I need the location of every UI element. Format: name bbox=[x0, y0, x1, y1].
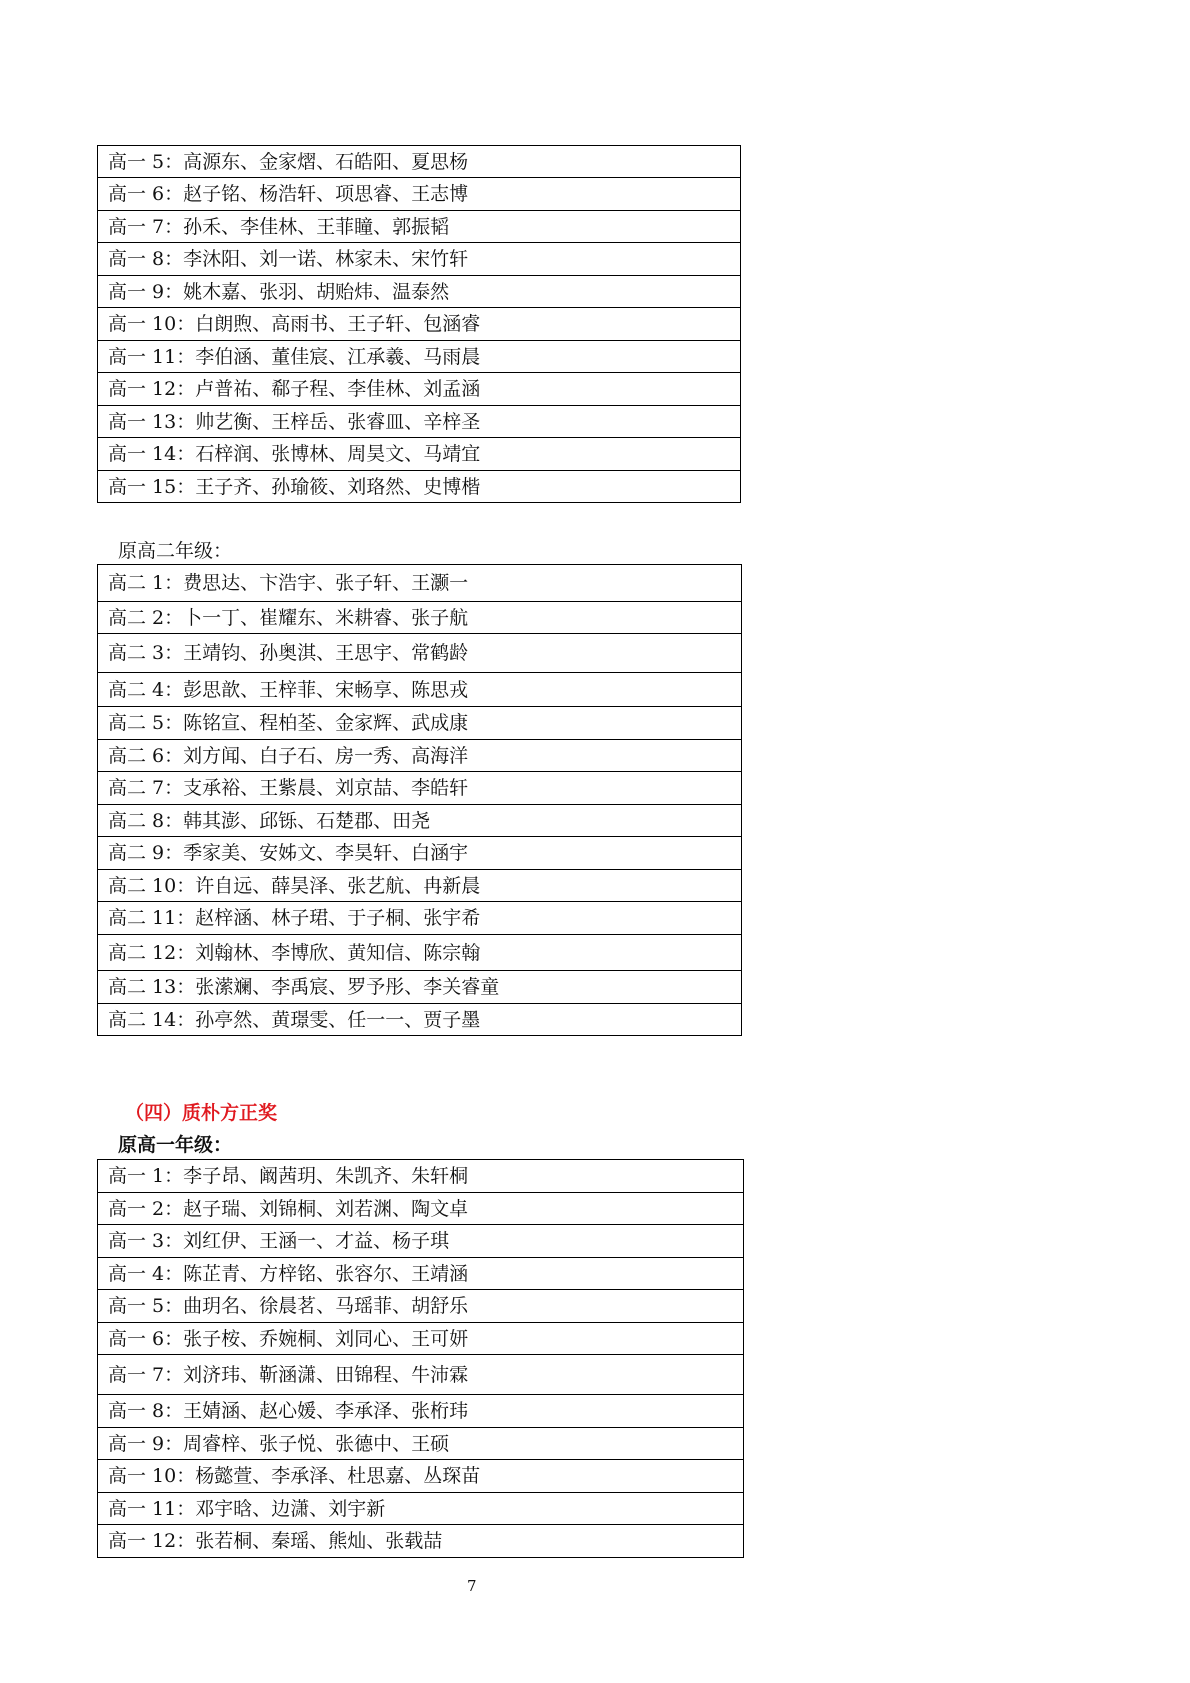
table-cell: 高一 9：姚木嘉、张羽、胡贻炜、温泰然 bbox=[98, 276, 741, 308]
award-table-grade1 bbox=[97, 1159, 744, 1558]
table-cell: 高一 11：李伯涵、董佳宸、江承羲、马雨晨 bbox=[98, 341, 741, 373]
table-row bbox=[98, 602, 742, 634]
table-row bbox=[98, 341, 741, 373]
table-cell: 高一 5：高源东、金家熠、石皓阳、夏思杨 bbox=[98, 146, 741, 178]
table-row bbox=[98, 634, 742, 673]
table-cell: 高一 13：帅艺衡、王梓岳、张睿皿、辛梓圣 bbox=[98, 406, 741, 438]
table-row bbox=[98, 837, 742, 870]
table-cell: 高二 10：许自远、薛昊泽、张艺航、冉新晨 bbox=[98, 870, 742, 902]
table-cell: 高二 4：彭思歆、王梓菲、宋畅享、陈思戎 bbox=[98, 673, 742, 707]
table-row bbox=[98, 1258, 744, 1290]
table-cell: 高一 10：杨懿萱、李承泽、杜思嘉、丛琛苗 bbox=[98, 1460, 744, 1493]
table-row bbox=[98, 373, 741, 406]
table-row bbox=[98, 308, 741, 341]
table-cell: 高一 3：刘红伊、王涵一、才益、杨子琪 bbox=[98, 1225, 744, 1258]
table-cell: 高二 7：支承裕、王紫晨、刘京喆、李皓轩 bbox=[98, 772, 742, 805]
table-cell: 高一 4：陈芷青、方梓铭、张容尔、王靖涵 bbox=[98, 1258, 744, 1290]
table-cell: 高一 9：周睿梓、张子悦、张德中、王硕 bbox=[98, 1428, 744, 1460]
table-cell: 高一 7：孙禾、李佳林、王菲瞳、郭振韬 bbox=[98, 211, 741, 243]
table-row bbox=[98, 1460, 744, 1493]
table-cell: 高一 6：张子桉、乔婉桐、刘同心、王可妍 bbox=[98, 1323, 744, 1355]
table-cell: 高一 5：曲玥名、徐晨茗、马瑶菲、胡舒乐 bbox=[98, 1290, 744, 1323]
table-cell: 高二 6：刘方闻、白子石、房一秀、高海洋 bbox=[98, 740, 742, 772]
table-row bbox=[98, 1290, 744, 1323]
table-row bbox=[98, 1428, 744, 1460]
table-cell: 高一 12：张若桐、秦瑶、熊灿、张载喆 bbox=[98, 1525, 744, 1558]
table-row bbox=[98, 1355, 744, 1395]
table-row bbox=[98, 1225, 744, 1258]
table-cell: 高二 9：季家美、安姊文、李昊轩、白涵宇 bbox=[98, 837, 742, 870]
table-row bbox=[98, 1395, 744, 1428]
table-cell: 高二 12：刘翰林、李博欣、黄知信、陈宗翰 bbox=[98, 935, 742, 971]
table-row bbox=[98, 740, 742, 772]
table-row bbox=[98, 1525, 744, 1558]
table-cell: 高一 12：卢普祐、郗子程、李佳林、刘孟涵 bbox=[98, 373, 741, 406]
table-cell: 高二 8：韩其澎、邱铄、石楚郡、田尧 bbox=[98, 805, 742, 837]
table-row bbox=[98, 1193, 744, 1225]
table-row bbox=[98, 243, 741, 276]
table-row bbox=[98, 471, 741, 503]
table-cell: 高一 2：赵子瑞、刘锦桐、刘若渊、陶文卓 bbox=[98, 1193, 744, 1225]
table-row bbox=[98, 438, 741, 471]
table-cell: 高二 2：卜一丁、崔耀东、米耕睿、张子航 bbox=[98, 602, 742, 634]
table-cell: 高二 3：王靖钧、孙奥淇、王思宇、常鹤龄 bbox=[98, 634, 742, 673]
table-cell: 高二 5：陈铭宣、程柏荃、金家辉、武成康 bbox=[98, 707, 742, 740]
table-cell: 高二 11：赵梓涵、林子珺、于子桐、张宇希 bbox=[98, 902, 742, 935]
section-title: （四）质朴方正奖 bbox=[125, 1102, 278, 1124]
table-row bbox=[98, 276, 741, 308]
table-row bbox=[98, 870, 742, 902]
table-cell: 高一 15：王子齐、孙瑜筱、刘珞然、史博楷 bbox=[98, 471, 741, 503]
table-row bbox=[98, 211, 741, 243]
table-cell: 高一 14：石梓润、张博林、周昊文、马靖宜 bbox=[98, 438, 741, 471]
table-row bbox=[98, 673, 742, 707]
table-row bbox=[98, 707, 742, 740]
table-row bbox=[98, 146, 741, 178]
grade1-heading: 原高一年级： bbox=[118, 1134, 233, 1156]
table-cell: 高一 11：邓宇晗、边潇、刘宇新 bbox=[98, 1493, 744, 1525]
table-cell: 高二 1：费思达、卞浩宇、张子轩、王灏一 bbox=[98, 565, 742, 602]
table-row bbox=[98, 1493, 744, 1525]
table-cell: 高一 8：王婧涵、赵心媛、李承泽、张桁玮 bbox=[98, 1395, 744, 1428]
table-row bbox=[98, 406, 741, 438]
table-cell: 高一 6：赵子铭、杨浩轩、项思睿、王志博 bbox=[98, 178, 741, 211]
table-cell: 高一 1：李子昂、阚茜玥、朱凯齐、朱轩桐 bbox=[98, 1160, 744, 1193]
table-cell: 高一 8：李沐阳、刘一诺、林家未、宋竹轩 bbox=[98, 243, 741, 276]
table-row bbox=[98, 772, 742, 805]
table-cell: 高二 14：孙亭然、黄璟雯、任一一、贾子墨 bbox=[98, 1004, 742, 1036]
grade2-heading: 原高二年级： bbox=[118, 540, 233, 562]
page-number: 7 bbox=[467, 1577, 477, 1595]
table-row bbox=[98, 565, 742, 602]
table-row bbox=[98, 178, 741, 211]
award-table-grade2 bbox=[97, 564, 742, 1036]
table-cell: 高一 10：白朗煦、高雨书、王子轩、包涵睿 bbox=[98, 308, 741, 341]
table-row bbox=[98, 902, 742, 935]
table-row bbox=[98, 1004, 742, 1036]
table-row bbox=[98, 971, 742, 1004]
table-row bbox=[98, 1160, 744, 1193]
table-row bbox=[98, 935, 742, 971]
table-row bbox=[98, 1323, 744, 1355]
table-cell: 高一 7：刘济玮、靳涵潇、田锦程、牛沛霖 bbox=[98, 1355, 744, 1395]
award-table-grade1-continued bbox=[97, 145, 741, 503]
table-cell: 高二 13：张潆斓、李禹宸、罗予彤、李关睿童 bbox=[98, 971, 742, 1004]
table-row bbox=[98, 805, 742, 837]
